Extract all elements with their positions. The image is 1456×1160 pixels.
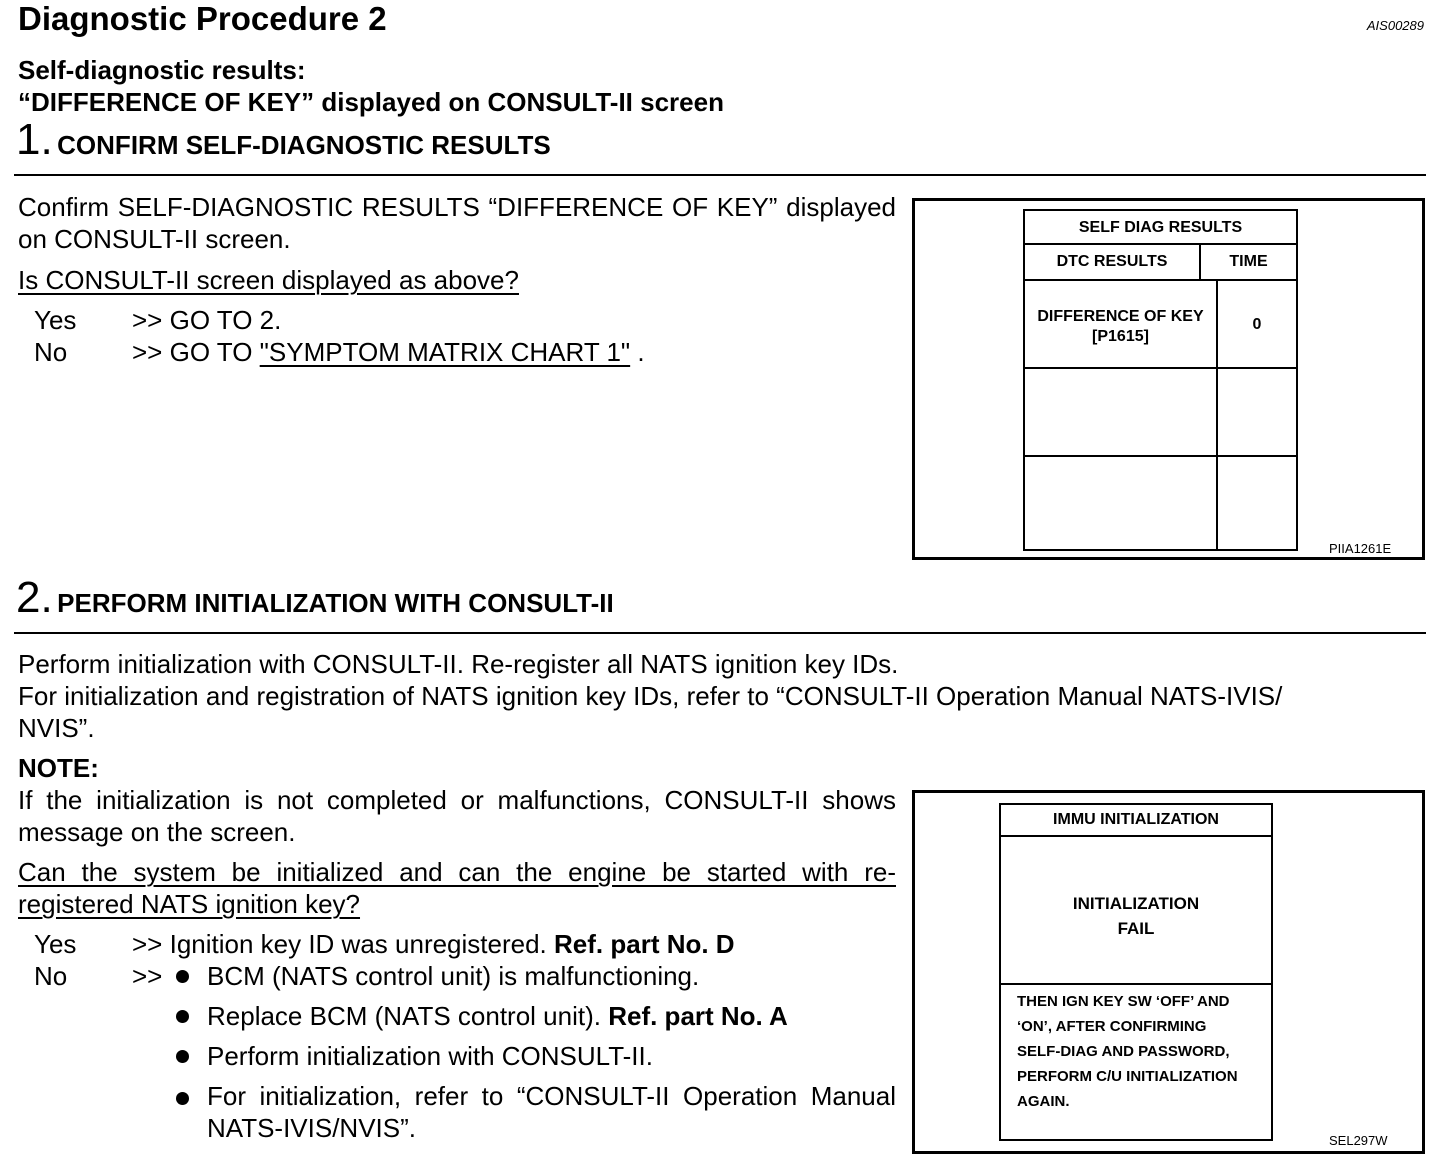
bullet-icon [176,970,189,983]
note-label: NOTE: [18,753,99,783]
symptom-matrix-link[interactable]: "SYMPTOM MATRIX CHART 1" [259,337,631,367]
yes-label: Yes [34,305,77,335]
step2-question-text: Can the system be initialized and can the engine be started with re-registered NATS ignition key? [18,857,896,919]
bullet-icon [176,1050,189,1063]
bullet-2-text: Replace BCM (NATS control unit). [207,1001,601,1031]
step2-question [18,856,896,920]
dtc-name: DIFFERENCE OF KEY [1037,308,1204,325]
yes-ref-part: Ref. part No. D [554,929,735,959]
step1-number: 1. [16,115,53,164]
page-title: Diagnostic Procedure 2 [18,0,387,37]
step2-number: 2. [16,573,53,622]
no-label: No [34,961,68,991]
yes-label: Yes [34,929,77,959]
figure-code: SEL297W [1329,1133,1388,1148]
bullet-icon [176,1010,189,1023]
no-arrow: >> [132,961,163,991]
step1-heading [16,116,551,164]
empty-row-3-dtc [1025,457,1218,549]
step2-line-3: NVIS”. [18,713,95,743]
empty-row-2-dtc [1025,369,1218,457]
yes-action: >> Ignition key ID was unregistered. [132,929,547,959]
step2-line-1: Perform initialization with CONSULT-II. Re-register all NATS ignition key IDs. [18,649,899,679]
no-bullet-4 [176,1080,896,1144]
step2-divider [14,632,1426,634]
init-fail-message [1001,837,1271,985]
col-dtc-results: DTC RESULTS [1025,245,1201,281]
instruction-line-1: THEN IGN KEY SW ‘OFF’ AND [1017,993,1230,1010]
empty-row-2-time [1218,369,1296,457]
screen-header: SELF DIAG RESULTS [1025,211,1296,245]
instruction-line-4: PERFORM C/U INITIALIZATION [1017,1068,1238,1085]
no-action-prefix: >> GO TO [132,337,253,367]
no-bullet-3 [176,1040,653,1072]
message-line-2: FAIL [1117,919,1155,938]
step1-title: CONFIRM SELF-DIAGNOSTIC RESULTS [57,130,551,160]
step2-answer-yes [34,928,735,960]
step2-title: PERFORM INITIALIZATION WITH CONSULT-II [57,588,614,618]
step2-answer-no [34,960,162,992]
bullet-2-ref-part: Ref. part No. A [608,1001,788,1031]
step2-heading [16,574,614,622]
consult-screen [1023,209,1298,551]
bullet-icon [176,1092,189,1105]
instruction-line-3: SELF-DIAG AND PASSWORD, [1017,1043,1230,1060]
empty-row-3-time [1218,457,1296,549]
step1-answer-yes [34,304,281,336]
step2-line-2: For initialization and registration of NATS ignition key IDs, refer to “CONSULT-II Operation Manual NATS-IVIS/ [18,681,1283,711]
bullet-4-text: For initialization, refer to “CONSULT-II Operation Manual NATS-IVIS/NVIS”. [207,1081,896,1143]
yes-action: >> GO TO 2. [132,305,282,335]
instruction-line-5: AGAIN. [1017,1093,1070,1110]
step1-question [18,264,519,296]
consult-screen [999,803,1273,1141]
message-line-1: INITIALIZATION [1072,894,1200,913]
figure-code: PIIA1261E [1329,541,1392,556]
dtc-time-value: 0 [1218,281,1296,369]
immu-initialization-figure [912,790,1425,1154]
instruction-line-2: ‘ON’, AFTER CONFIRMING [1017,1018,1207,1035]
instruction-text [1001,985,1271,1139]
step1-instruction: Confirm SELF-DIAGNOSTIC RESULTS “DIFFERENCE OF KEY” displayed on CONSULT-II screen. [18,192,896,254]
bullet-3-text: Perform initialization with CONSULT-II. [207,1041,653,1071]
no-bullet-1 [176,960,699,992]
screen-header: IMMU INITIALIZATION [1001,805,1271,837]
self-diag-results-figure [912,198,1425,560]
step1-divider [14,174,1426,176]
reference-code: AIS00289 [1366,18,1424,33]
step1-question-text: Is CONSULT-II screen displayed as above? [18,265,519,295]
no-bullet-2 [176,1000,788,1032]
dtc-code: [P1615] [1092,328,1149,345]
dtc-row-1 [1025,281,1218,369]
subheading-line-1: Self-diagnostic results: [18,55,306,85]
note-text: If the initialization is not completed or malfunctions, CONSULT-II shows message on the screen. [18,785,896,847]
col-time: TIME [1201,245,1296,281]
subheading-line-2: “DIFFERENCE OF KEY” displayed on CONSULT-II screen [18,87,724,117]
no-label: No [34,337,68,367]
bullet-1-text: BCM (NATS control unit) is malfunctioning. [207,961,700,991]
no-action-suffix: . [637,337,645,367]
step1-answer-no [34,336,645,368]
